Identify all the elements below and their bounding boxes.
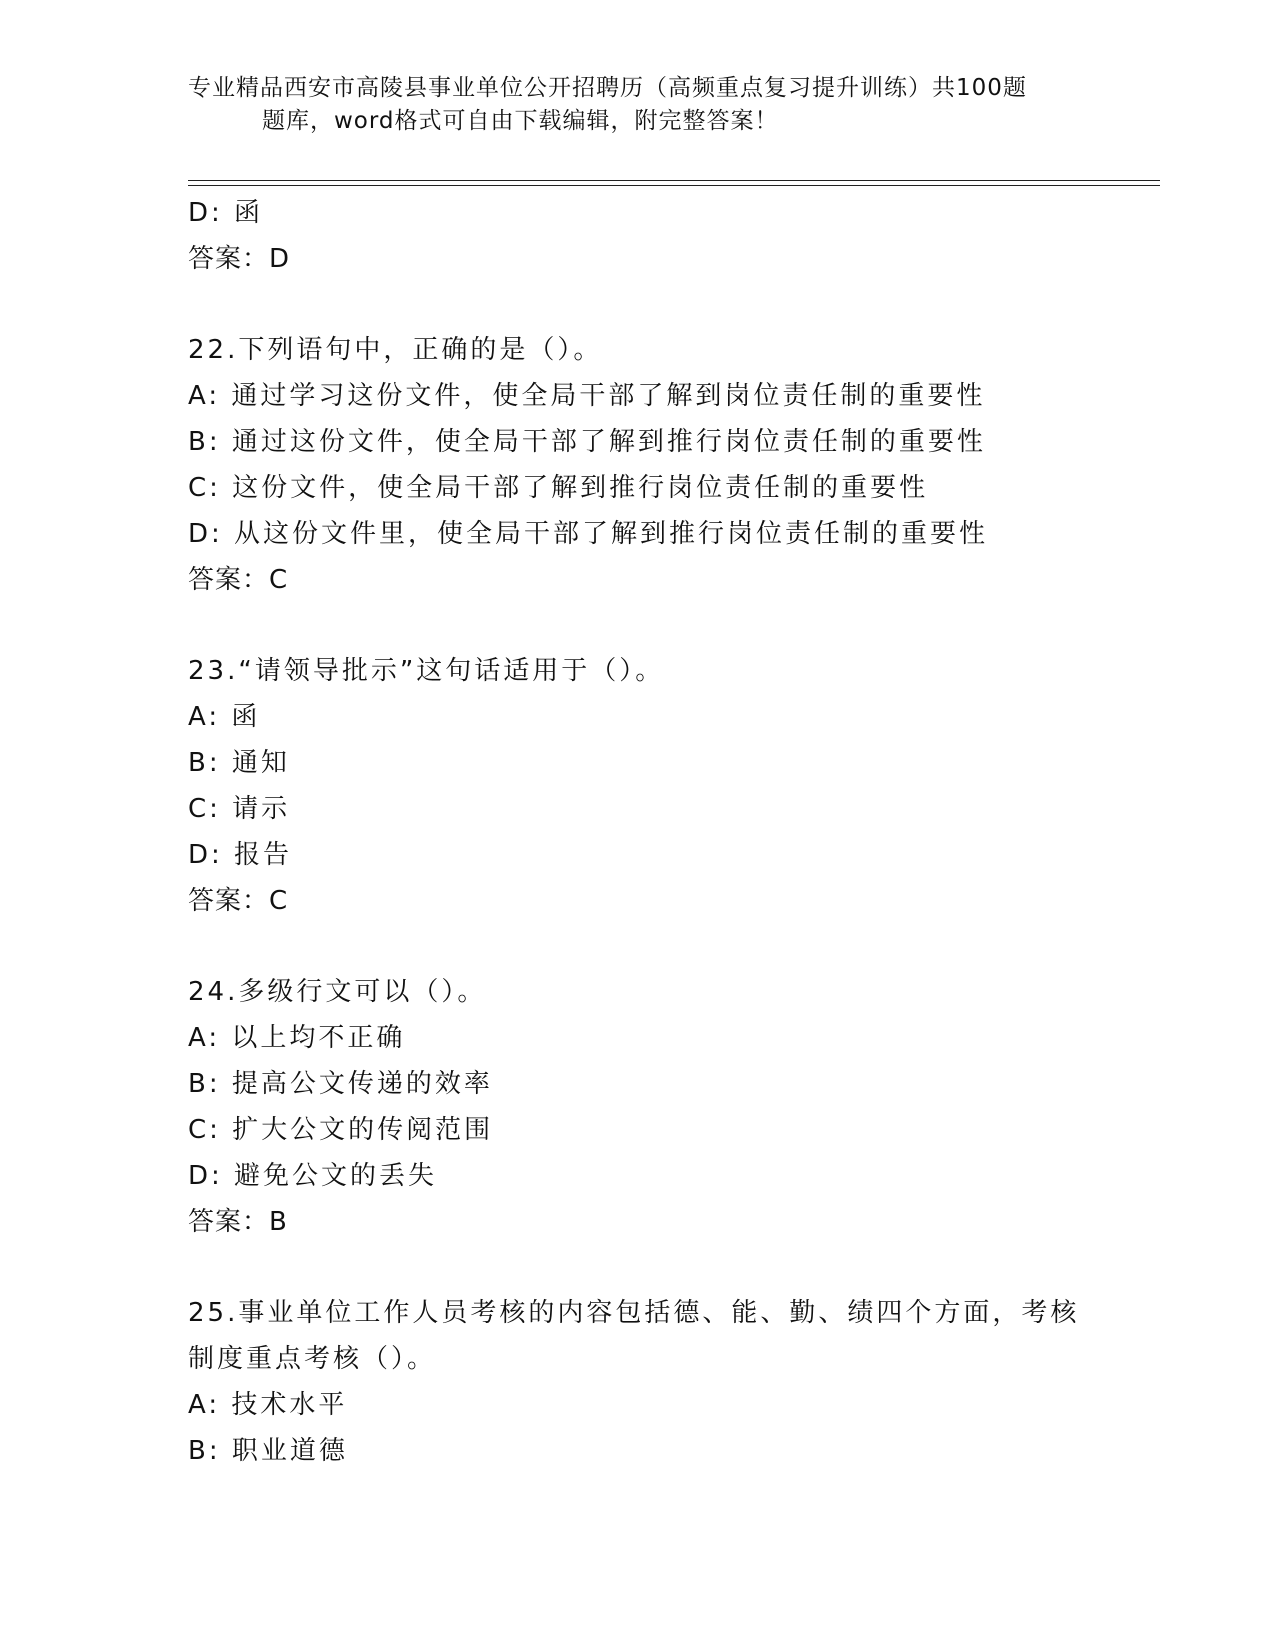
document-header — [188, 72, 1068, 138]
question-22 — [188, 327, 1088, 603]
question-stem: 24.多级行文可以（）。 — [188, 977, 487, 1007]
header-rule-top — [188, 180, 1160, 181]
option-b: B: 提高公文传递的效率 — [188, 1069, 493, 1099]
spacer — [188, 282, 1088, 327]
option-b: B: 职业道德 — [188, 1436, 348, 1466]
header-rule-bottom — [188, 185, 1160, 186]
answer: 答案：B — [188, 1207, 288, 1237]
option-c: C: 扩大公文的传阅范围 — [188, 1115, 494, 1145]
option-a: A: 通过学习这份文件，使全局干部了解到岗位责任制的重要性 — [188, 381, 986, 411]
option-d: D: 从这份文件里，使全局干部了解到推行岗位责任制的重要性 — [188, 519, 989, 549]
option-b: B: 通知 — [188, 748, 290, 778]
prev-question-tail — [188, 190, 1088, 282]
question-stem: 23.“请领导批示”这句话适用于（）。 — [188, 656, 665, 686]
option-d: D: 避免公文的丢失 — [188, 1161, 438, 1191]
header-title-line1: 专业精品西安市高陵县事业单位公开招聘历（高频重点复习提升训练）共100题 — [188, 75, 1027, 101]
spacer — [188, 603, 1088, 648]
question-stem: 22.下列语句中，正确的是（）。 — [188, 335, 603, 365]
option-c: C: 请示 — [188, 794, 291, 824]
option-a: A: 函 — [188, 702, 261, 732]
question-23 — [188, 648, 1088, 924]
answer: 答案：C — [188, 886, 289, 916]
option-a: A: 以上均不正确 — [188, 1023, 406, 1053]
spacer — [188, 924, 1088, 969]
option-d: D: 函 — [188, 198, 264, 228]
option-b: B: 通过这份文件，使全局干部了解到推行岗位责任制的重要性 — [188, 427, 986, 457]
answer: 答案：D — [188, 244, 291, 274]
question-stem: 25.事业单位工作人员考核的内容包括德、能、勤、绩四个方面，考核制度重点考核（）。 — [188, 1298, 1080, 1374]
question-list — [188, 190, 1088, 1474]
question-24 — [188, 969, 1088, 1245]
answer: 答案：C — [188, 565, 289, 595]
option-c: C: 这份文件，使全局干部了解到推行岗位责任制的重要性 — [188, 473, 929, 503]
question-25 — [188, 1290, 1088, 1474]
option-a: A: 技术水平 — [188, 1390, 348, 1420]
spacer — [188, 1245, 1088, 1290]
option-d: D: 报告 — [188, 840, 293, 870]
header-title-line2: 题库，word格式可自由下载编辑，附完整答案！ — [262, 108, 779, 134]
